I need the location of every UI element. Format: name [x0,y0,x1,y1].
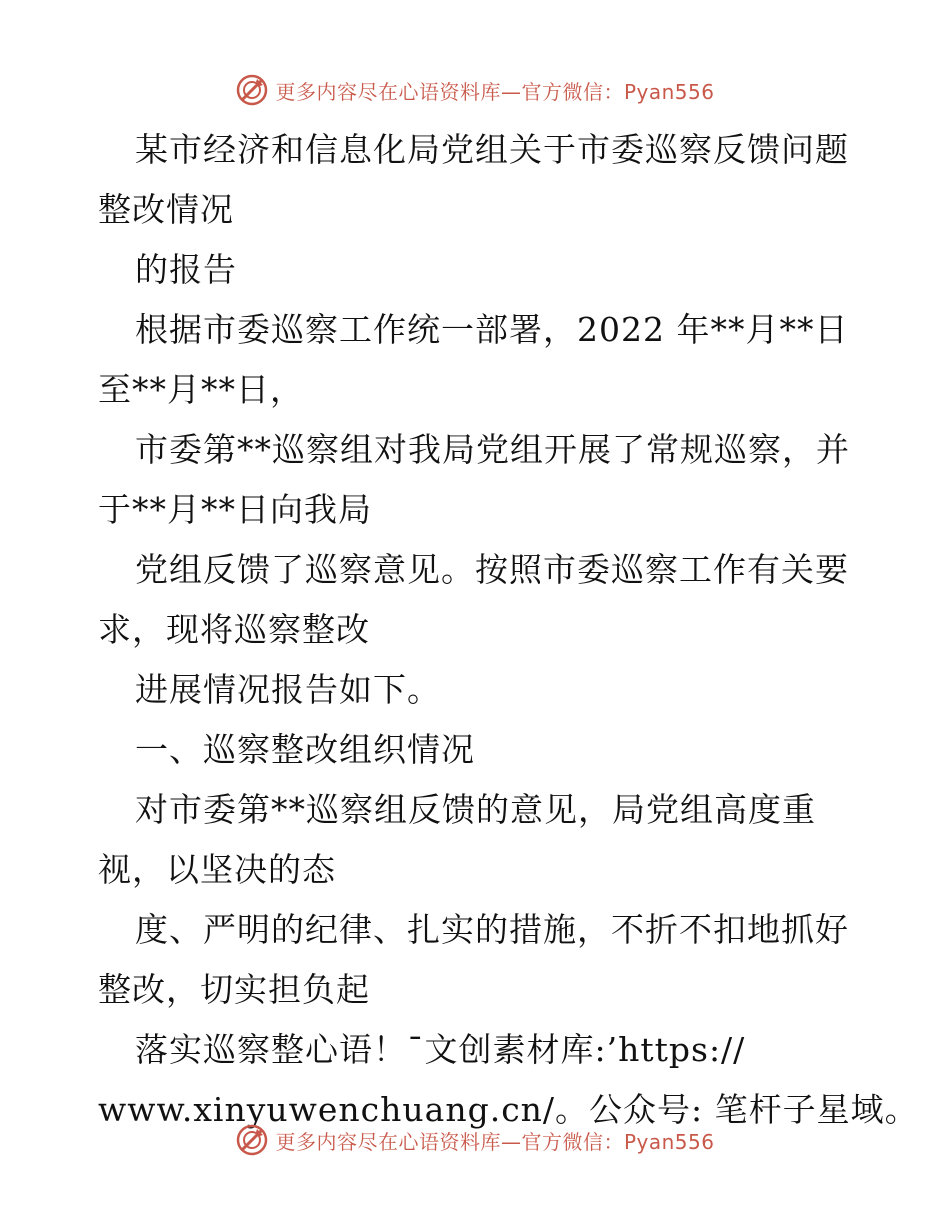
document-line: 某市经济和信息化局党组关于市委巡察反馈问题 [135,130,849,169]
document-body [98,120,919,1140]
watermark-text: 更多内容尽在心语资料库—官方微信：Pyan556 [275,1129,715,1154]
document-line: 至**月**日， [98,370,304,409]
document-line: 落实巡察整心语！¯文创素材库:’https:// [135,1030,746,1069]
document-line: 整改情况 [98,190,234,229]
document-line: www.xinyuwenchuang.cn/。公众号: 笔杆子星域。 [98,1090,919,1129]
document-line: 整改，切实担负起 [98,970,370,1009]
watermark-banner-bottom [0,1120,950,1160]
document-line: 视，以坚决的态 [98,850,336,889]
document-line: 根据市委巡察工作统一部署，2022 年**月**日 [135,310,849,349]
document-line: 一、巡察整改组织情况 [135,730,475,769]
document-line: 度、严明的纪律、扎实的措施，不折不扣地抓好 [135,910,849,949]
watermark-text: 更多内容尽在心语资料库—官方微信：Pyan556 [275,79,715,104]
document-line: 对市委第**巡察组反馈的意见，局党组高度重 [135,790,816,829]
document-line: 的报告 [135,250,237,289]
document-line: 党组反馈了巡察意见。按照市委巡察工作有关要 [135,550,849,589]
document-line: 市委第**巡察组对我局党组开展了常规巡察，并 [135,430,850,469]
document-line: 求，现将巡察整改 [98,610,370,649]
logo-icon [235,1123,269,1157]
watermark-banner-top [0,70,950,110]
logo-icon [235,73,269,107]
document-line: 于**月**日向我局 [98,490,372,529]
document-line: 进展情况报告如下。 [135,670,441,709]
